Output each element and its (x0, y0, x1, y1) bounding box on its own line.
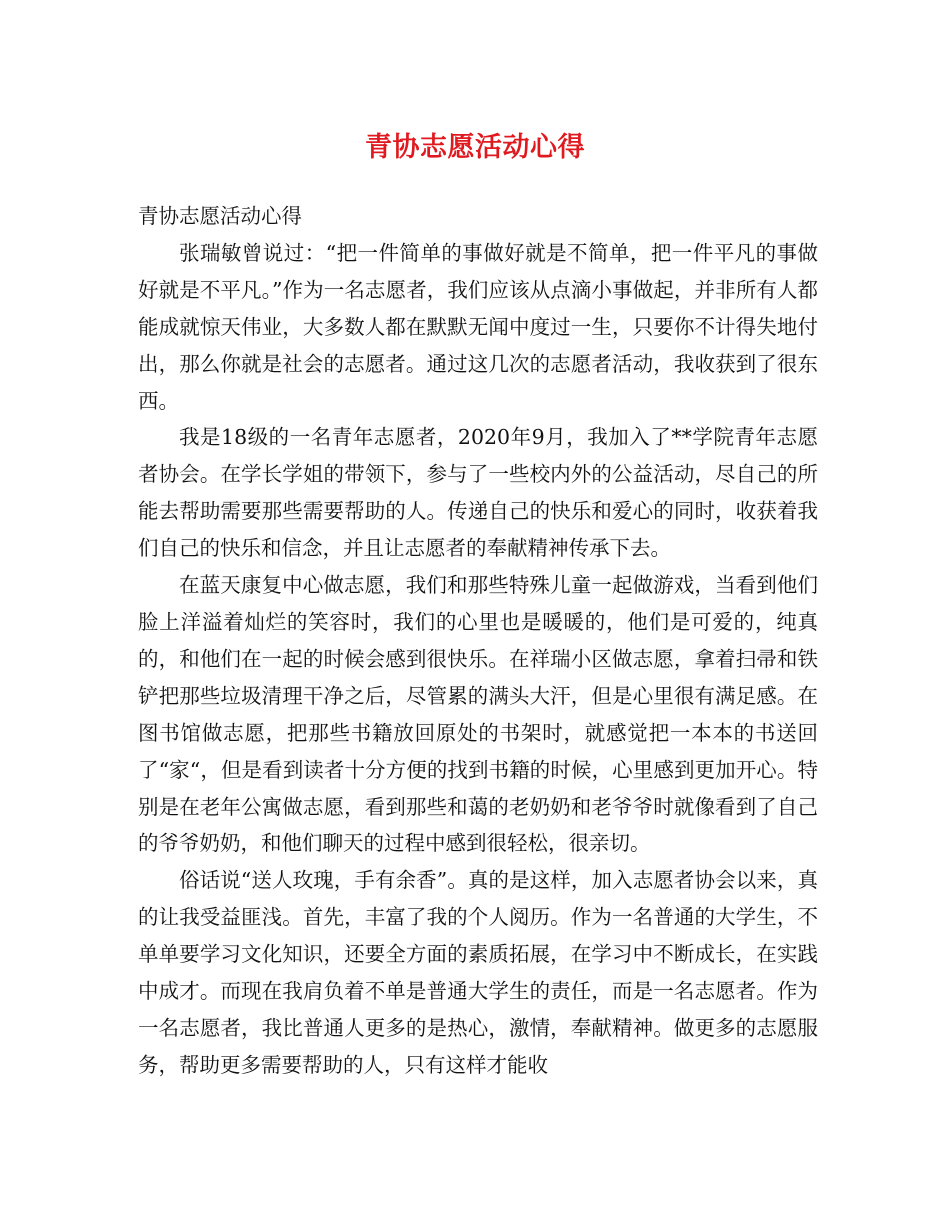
body-paragraph-4: 俗话说“送人玫瑰，手有余香”。真的是这样，加入志愿者协会以来，真的让我受益匪浅。首先，丰富了我的个人阅历。作为一名普通的大学生，不单单要学习文化知识，还要全方面的素质拓展，在学习中不断成长，在实践中成才。而现在我肩负着不单是普通大学生的责任，而是一名志愿者。作为一名志愿者，我比普通人更多的是热心，激情，奉献精神。做更多的志愿服务，帮助更多需要帮助的人，只有这样才能收 (138, 868, 818, 1077)
document-title: 青协志愿活动心得 (365, 132, 585, 163)
body-paragraph-3: 在蓝天康复中心做志愿，我们和那些特殊儿童一起做游戏，当看到他们脸上洋溢着灿烂的笑容时，我们的心里也是暖暖的，他们是可爱的，纯真的，和他们在一起的时候会感到很快乐。在祥瑞小区做志愿，拿着扫帚和铁铲把那些垃圾清理干净之后，尽管累的满头大汗，但是心里很有满足感。在图书馆做志愿，把那些书籍放回原处的书架时，就感觉把一本本的书送回了“家“，但是看到读者十分方便的找到书籍的时候，心里感到更加开心。特别是在老年公寓做志愿，看到那些和蔼的老奶奶和老爷爷时就像看到了自己的爷爷奶奶，和他们聊天的过程中感到很轻松，很亲切。 (138, 573, 818, 856)
body-paragraph-2: 我是18级的一名青年志愿者，2020年9月，我加入了**学院青年志愿者协会。在学长学姐的带领下，参与了一些校内外的公益活动，尽自己的所能去帮助需要那些需要帮助的人。传递自己的快乐和爱心的同时，收获着我们自己的快乐和信念，并且让志愿者的奉献精神传承下去。 (138, 425, 818, 561)
document-body (138, 198, 818, 1084)
body-subtitle-paragraph: 青协志愿活动心得 (138, 204, 302, 228)
body-paragraph-1: 张瑞敏曾说过：“把一件简单的事做好就是不简单，把一件平凡的事做好就是不平凡。”作为一名志愿者，我们应该从点滴小事做起，并非所有人都能成就惊天伟业，大多数人都在默默无闻中度过一生，只要你不计得失地付出，那么你就是社会的志愿者。通过这几次的志愿者活动，我收获到了很东西。 (138, 240, 818, 413)
